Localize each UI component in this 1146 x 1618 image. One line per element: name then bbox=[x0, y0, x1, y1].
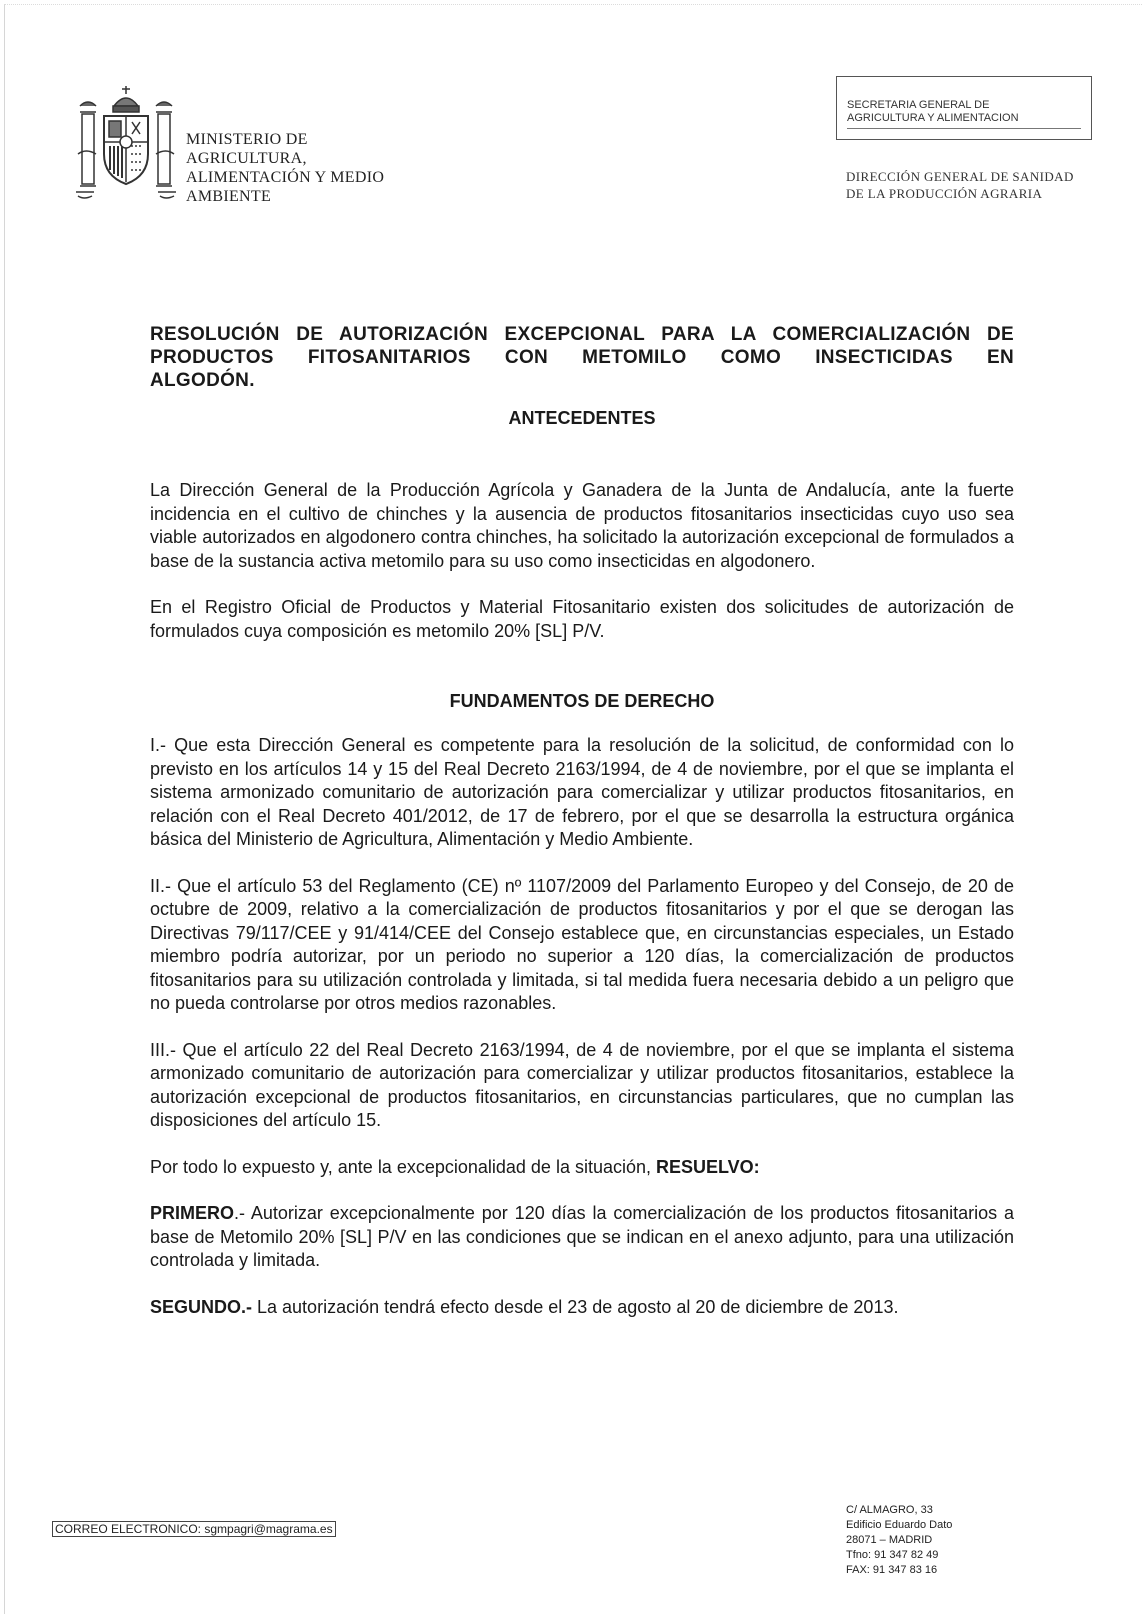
coat-of-arms-icon bbox=[76, 84, 176, 202]
fundamento-i: I.- Que esta Dirección General es competente para la resolución de la solicitud, de conformidad con lo previsto en los artículos 14 y 15 del Real Decreto 2163/1994, de 4 de noviembre, por el que se implanta el sistema armonizado comunitario de autorización para comercializar y utilizar productos fitosanitarios, en relación con el Real Decreto 401/2012, de 17 de febrero, por el que se desarrolla la estructura orgánica básica del Ministerio de Agricultura, Alimentación y Medio Ambiente. bbox=[150, 735, 1014, 849]
resolucion-primero: PRIMERO.- Autorizar excepcionalmente por 120 días la comercialización de los productos fitosanitarios a base de Metomilo 20% [SL] P/V en las condiciones que se indican en el anexo adjunto, para una utilización controlada y limitada. bbox=[150, 1203, 1014, 1270]
fundamento-iii: III.- Que el artículo 22 del Real Decreto 2163/1994, de 4 de noviembre, por el que se implanta el sistema armonizado comunitario de autorización para comercializar y utilizar productos fitosanitarios, establece la autorización excepcional de productos fitosanitarios, en circunstancias particulares, que no cumplan las disposiciones del artículo 15. bbox=[150, 1039, 1014, 1130]
fundamentos-heading: FUNDAMENTOS DE DERECHO bbox=[449, 691, 715, 711]
antecedentes-paragraph-2: En el Registro Oficial de Productos y Material Fitosanitario existen dos solicitudes de autorización de formulados cuya composición es metomilo 20% [SL] P/V. bbox=[150, 597, 1014, 641]
box-divider bbox=[847, 128, 1081, 129]
resolucion-segundo: SEGUNDO.- La autorización tendrá efecto desde el 23 de agosto al 20 de diciembre de 2013. bbox=[150, 1296, 899, 1317]
antecedentes-heading: ANTECEDENTES bbox=[508, 408, 656, 428]
resolution-body bbox=[150, 323, 1014, 1319]
resolution-title: RESOLUCIÓN DE AUTORIZACIÓN EXCEPCIONAL PARA LA COMERCIALIZACIÓN DE PRODUCTOS FITOSANITARIOS CON METOMILO COMO INSECTICIDAS EN ALGODÓN. bbox=[150, 324, 1014, 391]
resuelvo-intro: Por todo lo expuesto y, ante la excepcionalidad de la situación, RESUELVO: bbox=[150, 1156, 760, 1177]
footer-email: CORREO ELECTRONICO: sgmpagri@magrama.es bbox=[52, 1521, 336, 1537]
direccion-general: DIRECCIÓN GENERAL DE SANIDAD DE LA PRODUCCIÓN AGRARIA bbox=[846, 169, 1074, 201]
footer-address: C/ ALMAGRO, 33 Edificio Eduardo Dato 28071 – MADRID Tfno: 91 347 82 49 FAX: 91 347 83 16 bbox=[846, 1504, 953, 1576]
fundamento-ii: II.- Que el artículo 53 del Reglamento (CE) nº 1107/2009 del Parlamento Europeo y del Consejo, de 20 de octubre de 2009, relativo a la comercialización de productos fitosanitarios y por el que se derogan las Directivas 79/117/CEE y 91/414/CEE del Consejo establece que, en circunstancias especiales, un Estado miembro podría autorizar, por un periodo no superior a 120 días, la comercialización de productos fitosanitarios para su utilización controlada y limitada, si tal medida fuera necesaria debido a un peligro que no pueda controlarse por otros medios razonables. bbox=[150, 875, 1014, 1013]
antecedentes-paragraph-1: La Dirección General de la Producción Agrícola y Ganadera de la Junta de Andalucía, ante la fuerte incidencia en el cultivo de chinches y la ausencia de productos fitosanitarios insecticidas cuyo uso sea viable autorizados en algodonero contra chinches, ha solicitado la autorización excepcional de formulados a base de la sustancia activa metomilo para su uso como insecticidas en algodonero. bbox=[150, 480, 1014, 571]
ministry-name: MINISTERIO DE AGRICULTURA, ALIMENTACIÓN Y MEDIO AMBIENTE bbox=[186, 131, 385, 205]
secretaria-general-box: SECRETARIA GENERAL DE AGRICULTURA Y ALIMENTACION bbox=[836, 76, 1092, 140]
